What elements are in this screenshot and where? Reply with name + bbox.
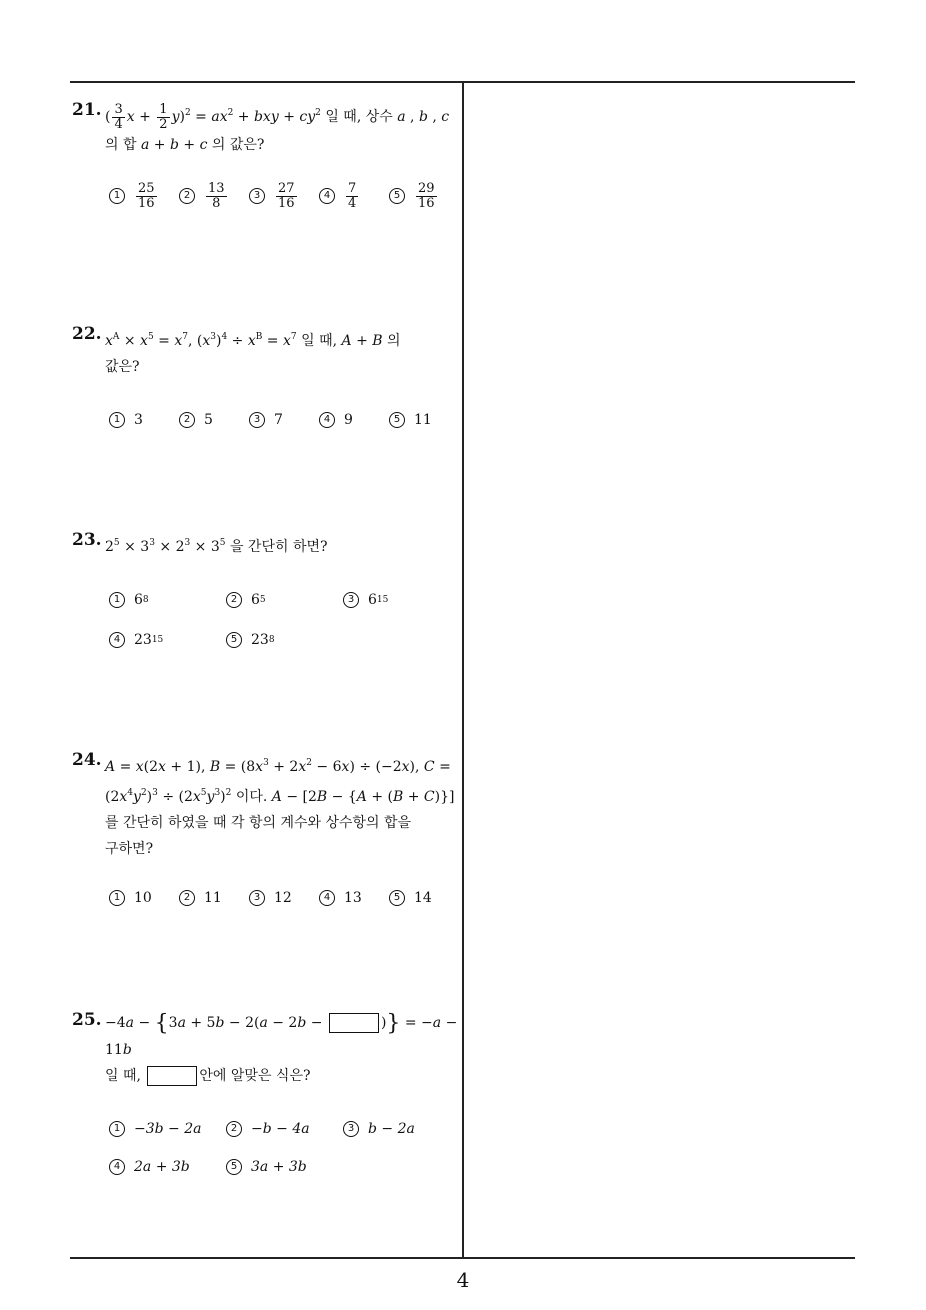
choice-marker: 1 xyxy=(109,592,125,608)
choice-exponent: 8 xyxy=(268,635,275,645)
denominator: 16 xyxy=(138,195,155,211)
choice-marker: 5 xyxy=(389,188,405,204)
choice-3[interactable] xyxy=(249,890,292,906)
stem-text-line2: 의 합 xyxy=(105,136,137,153)
choice-1[interactable] xyxy=(109,412,143,428)
question-22 xyxy=(72,324,460,436)
choice-2[interactable] xyxy=(226,592,266,608)
choice-marker: 5 xyxy=(389,412,405,428)
choice-value: −b − 4a xyxy=(251,1121,310,1137)
stem-text: 일 때, xyxy=(301,333,338,349)
choice-base: 6 xyxy=(134,592,143,608)
choice-marker: 4 xyxy=(319,188,335,204)
page-number: 4 xyxy=(456,1268,470,1292)
choice-2[interactable] xyxy=(179,890,222,906)
choice-4[interactable] xyxy=(319,890,362,906)
numerator: 13 xyxy=(208,180,225,196)
denominator: 4 xyxy=(348,195,357,211)
choice-4[interactable] xyxy=(319,412,353,428)
choice-marker: 5 xyxy=(226,1159,242,1175)
answer-blank-box xyxy=(329,1013,379,1033)
choice-2[interactable] xyxy=(226,1121,310,1137)
numerator: 25 xyxy=(138,180,155,196)
choice-value: 11 xyxy=(204,890,222,906)
choice-value: 5 xyxy=(204,412,213,428)
numerator: 27 xyxy=(278,180,295,196)
denominator: 16 xyxy=(278,195,295,211)
choice-1[interactable] xyxy=(109,592,149,608)
choice-3[interactable] xyxy=(249,412,283,428)
question-number: 21. xyxy=(72,100,102,120)
answer-blank-box xyxy=(147,1066,197,1086)
choice-5[interactable] xyxy=(226,632,275,648)
question-23 xyxy=(72,530,460,672)
choice-value: 13 xyxy=(344,890,362,906)
question-stem: ( $\frac{3}{4}$ x + $\frac{1}{2}$ $y)^2 = ax^2$ + bxy + $cy^2$ 일 때, 상수 a , b , c 의 합 a + b + c 의 값은? xyxy=(105,101,450,153)
choice-5[interactable] xyxy=(226,1159,307,1175)
stem-text-end: 의 값은? xyxy=(211,136,265,153)
choice-base: 23 xyxy=(251,632,269,648)
choice-list xyxy=(109,412,460,436)
denominator: 16 xyxy=(418,195,435,211)
question-stem: A = x(2x + 1), $B = (8x^3 + 2x^2 - 6x) \div (-2x)$, C = $(2x^4y^2)^3 \div (2x^5y^3)^2$ 이다. A − [2B − {A + (B + C)}] 를 간단히 하였을 때 각 항의 계수와 상수항의 합을 구하면? xyxy=(105,758,455,857)
choice-base: 6 xyxy=(251,592,260,608)
choice-value: 9 xyxy=(344,412,353,428)
choice-marker: 1 xyxy=(109,1121,125,1137)
choice-marker: 4 xyxy=(109,1159,125,1175)
choice-value: 2a + 3b xyxy=(134,1159,190,1175)
choice-marker: 2 xyxy=(179,412,195,428)
choice-5[interactable] xyxy=(389,412,432,428)
choice-4[interactable] xyxy=(109,632,163,648)
choice-list xyxy=(109,182,460,222)
choice-marker: 3 xyxy=(343,592,359,608)
choice-3[interactable] xyxy=(343,592,388,608)
stem-text-line2-start: 일 때, xyxy=(105,1068,141,1084)
choice-value: 11 xyxy=(414,412,432,428)
choice-3[interactable] xyxy=(343,1121,415,1137)
choice-marker: 2 xyxy=(226,592,242,608)
stem-text-end: 의 xyxy=(387,333,401,349)
choice-marker: 1 xyxy=(109,890,125,906)
choice-marker: 2 xyxy=(226,1121,242,1137)
choice-value: 14 xyxy=(414,890,432,906)
choice-1[interactable] xyxy=(109,182,159,211)
choice-1[interactable] xyxy=(109,1121,201,1137)
choice-5[interactable] xyxy=(389,182,439,211)
choice-value: 3a + 3b xyxy=(251,1159,307,1175)
stem-text-mid: 이다. xyxy=(235,789,268,805)
choice-value: 3 xyxy=(134,412,143,428)
choice-marker: 3 xyxy=(249,412,265,428)
choice-1[interactable] xyxy=(109,890,152,906)
choice-exponent: 5 xyxy=(259,595,266,605)
choice-marker: 4 xyxy=(319,412,335,428)
denominator: 8 xyxy=(212,195,221,211)
choice-marker: 4 xyxy=(109,632,125,648)
choice-list xyxy=(109,592,460,672)
choice-4[interactable] xyxy=(319,182,360,211)
stem-text-line2-end: 안에 알맞은 식은? xyxy=(199,1068,311,1084)
choice-exponent: 15 xyxy=(151,635,164,645)
choice-list xyxy=(109,890,460,914)
choice-5[interactable] xyxy=(389,890,432,906)
bottom-rule xyxy=(70,1257,855,1259)
stem-text-line4: 구하면? xyxy=(105,841,154,857)
question-stem: $2^5 \times 3^3 \times 2^3 \times 3^5$ 을 간단히 하면? xyxy=(105,538,328,555)
question-number: 23. xyxy=(72,530,102,550)
choice-marker: 3 xyxy=(343,1121,359,1137)
choice-value: b − 2a xyxy=(368,1121,415,1137)
choice-marker: 1 xyxy=(109,412,125,428)
question-number: 22. xyxy=(72,324,102,344)
numerator: 7 xyxy=(348,180,357,196)
choice-2[interactable] xyxy=(179,182,229,211)
choice-2[interactable] xyxy=(179,412,213,428)
choice-marker: 1 xyxy=(109,188,125,204)
stem-text: 일 때, 상수 xyxy=(325,109,393,125)
question-stem: $x^A \times x^5 = x^7$, $(x^3)^4 \div x^B = x^7$ 일 때, A + B 의 값은? xyxy=(105,332,401,375)
choice-base: 6 xyxy=(368,592,377,608)
choice-3[interactable] xyxy=(249,182,299,211)
stem-text-line3: 를 간단히 하였을 때 각 항의 계수와 상수항의 합을 xyxy=(105,815,412,831)
numerator: 29 xyxy=(418,180,435,196)
choice-value: 7 xyxy=(274,412,283,428)
stem-text-line2: 값은? xyxy=(105,359,140,375)
choice-marker: 5 xyxy=(389,890,405,906)
choice-value: 10 xyxy=(134,890,152,906)
choice-value: −3b − 2a xyxy=(134,1121,202,1137)
choice-marker: 5 xyxy=(226,632,242,648)
choice-value: 12 xyxy=(274,890,292,906)
stem-text-end: 을 간단히 하면? xyxy=(229,539,328,555)
choice-marker: 3 xyxy=(249,890,265,906)
choice-marker: 2 xyxy=(179,188,195,204)
question-24 xyxy=(72,750,460,914)
choice-exponent: 15 xyxy=(376,595,389,605)
choice-4[interactable] xyxy=(109,1159,190,1175)
choice-marker: 4 xyxy=(319,890,335,906)
question-stem: −4a − {3a + 5b − 2(a − 2b − )} = −a − 11b 일 때, 안에 알맞은 식은? xyxy=(105,1011,458,1084)
question-25 xyxy=(72,1010,460,1191)
choice-marker: 2 xyxy=(179,890,195,906)
choice-list xyxy=(109,1121,460,1191)
question-number: 25. xyxy=(72,1010,102,1030)
choice-marker: 3 xyxy=(249,188,265,204)
question-number: 24. xyxy=(72,750,102,770)
column-divider xyxy=(462,82,464,1258)
question-21 xyxy=(72,100,460,222)
choice-base: 23 xyxy=(134,632,152,648)
choice-exponent: 8 xyxy=(142,595,149,605)
